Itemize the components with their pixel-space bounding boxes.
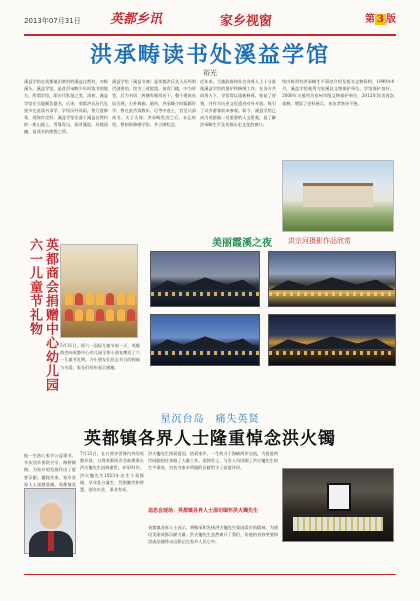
child-figure — [86, 293, 94, 305]
article1-title: 洪承畴读书处溪益学馆 — [89, 42, 330, 68]
portrait-face — [40, 503, 62, 529]
night-photos-banner — [212, 234, 392, 249]
portrait-photo — [24, 488, 76, 554]
kids-row — [65, 293, 135, 307]
hill-silhouette — [151, 335, 259, 349]
hill-silhouette — [269, 276, 395, 290]
memorial-photo — [282, 468, 394, 542]
hill-silhouette — [151, 276, 259, 290]
city-lights — [269, 351, 395, 355]
article2-column-2: 他一生热心家乡公益事业，多次回乡捐资兴学，修桥铺路，为家乡的发展作出了重要贡献。噩耗传来，家乡各界人士深感悲痛。英都镇党 — [24, 453, 76, 487]
child-figure — [96, 309, 104, 321]
child-figure — [106, 293, 114, 305]
night-photo — [150, 251, 260, 307]
memorial-flowers — [293, 517, 383, 531]
child-figure — [127, 293, 135, 305]
child-figure — [96, 293, 104, 305]
child-figure — [75, 293, 83, 305]
night-photos-subtitle: 洪宗河摄影作品欣赏 — [288, 237, 351, 245]
kids-article-vertical-title: 英都商会捐赠中心幼儿园六一儿童节礼物 — [27, 238, 58, 392]
child-figure — [117, 293, 125, 305]
page-prefix: 第 — [365, 14, 376, 25]
night-photo — [150, 314, 260, 366]
child-figure — [65, 293, 73, 305]
article2-highlight: 追思会现场：英都镇各界人士深切缅怀洪火镯先生 — [148, 508, 259, 514]
article2-column-1: 7月21日，在台湾享誉海内外的英都乡贤、台湾英都同乡会前理事长洪火镯先生因病逝世，享年91岁。洪火镯先生1923年出生于英都镇，早年赴台谋生，凭借勤劳和智慧，创办实业，事业有成。 — [80, 451, 144, 493]
hill-silhouette — [269, 335, 395, 349]
article2-title: 英都镇各界人士隆重悼念洪火镯 — [84, 429, 336, 449]
school-photo — [282, 160, 394, 232]
memorial-portrait-frame — [327, 483, 351, 511]
night-photos-title: 美丽霞溪之夜 — [212, 238, 272, 249]
article1-column-3: 近年来，当地政府和社会各界人士十分重视溪益学馆的保护和修缮工作。在各方共同努力下，学馆得以重新修葺，恢复了原貌，并作为历史文化遗迹对外开放，吸引了众多游客前来参观。如今，溪益学馆已成为英都镇一处重要的人文景观，是了解洪承畴生平及英都历史文化的窗口。 — [200, 79, 276, 128]
bottom-rule — [24, 574, 396, 575]
kids-row — [65, 309, 135, 323]
child-figure — [86, 309, 94, 321]
child-figure — [65, 309, 73, 321]
article2-column-4: 英都镇各界人士表示，将继承和发扬洪火镯先生爱国爱乡的精神，为建设美丽英都贡献力量。洪火镯先生虽然离开了我们，但他的音容笑貌和崇高品德将永远铭记在家乡人民心中。 — [148, 525, 278, 545]
kids-photo — [60, 244, 138, 338]
city-lights — [269, 292, 395, 296]
school-building — [303, 183, 373, 207]
issue-date: 2013年07月31日 — [24, 17, 81, 25]
article1-column-4: 馆内陈列有洪承畴生平事迹介绍及相关文物资料。1999年4月，溪益学馆被列为安溪县文物保护单位。学馆保护良好，2008年又被列为泉州市级文物保护单位，2012年馆舍再次重修，增添了史料展示，来访者络绎不绝。 — [282, 79, 394, 106]
child-figure — [117, 309, 125, 321]
city-lights — [151, 292, 259, 296]
child-figure — [106, 309, 114, 321]
article2-subtitle: 星沉台岛 痛失英贤 — [160, 414, 260, 425]
kids-caption: 5月31日，即六一国际儿童节前一天，英都商会向英都中心幼儿园全体小朋友赠送了六一儿童节礼物，为小朋友们送去节日的祝福与关爱，家长们纷纷表示感谢。 — [60, 343, 140, 370]
city-lights — [151, 351, 259, 355]
night-photo — [268, 251, 396, 307]
article1-column-1: 溪益学馆在英都镇田底村的溪益自然村，亦称溪头。溪益学馆，是昔洪承畴少年时读书的地方，所谓学馆，即古代私塾之类，清初，溪益学馆在当地颇负盛名，后来，英都洪氏历代先贤多在此读书求学，学馆历经风雨，曾几度修葺，现保存完好。溪益学馆坐落于溪益自然村的一座山坡上，背靠青山，面对溪流，环境清幽，是读书的理想之所。 — [24, 79, 108, 135]
page-suffix: 版 — [386, 14, 396, 25]
child-figure — [127, 309, 135, 321]
article1-column-2: 溪益学馆（溪益书斋）是英都洪氏先人历经明代创建的，馆为三进院落，前有门楼，中为讲堂，后为书房，两侧有厢房若干。整个建筑布局合理，古朴典雅。据传，洪承畴少时聪颖好学，曾在此苦读数年，后考中进士，官至兵部尚书、太子太保。洪承畴发迹之后，未忘故里，曾捐资修缮学馆，并立碑纪念。 — [112, 79, 196, 128]
article2-column-3: 洪火镯先生热爱祖国、热爱家乡，一生致力于海峡两岸交流，为促进两岸同胞的往来做了大量工作。追悼会上，与会人员回顾了洪火镯先生的生平事迹，对其为家乡所做的贡献给予了高度评价。 — [148, 451, 278, 471]
child-figure — [75, 309, 83, 321]
page-number-value: 3 — [377, 14, 384, 25]
masthead-logo: 英都乡讯 — [110, 12, 163, 27]
portrait-tie — [48, 531, 54, 551]
section-title: 家乡视窗 — [220, 14, 273, 29]
article1-author: 裕光 — [203, 69, 217, 77]
night-photo — [268, 314, 396, 366]
page-number — [365, 10, 396, 25]
page-header — [24, 6, 396, 36]
